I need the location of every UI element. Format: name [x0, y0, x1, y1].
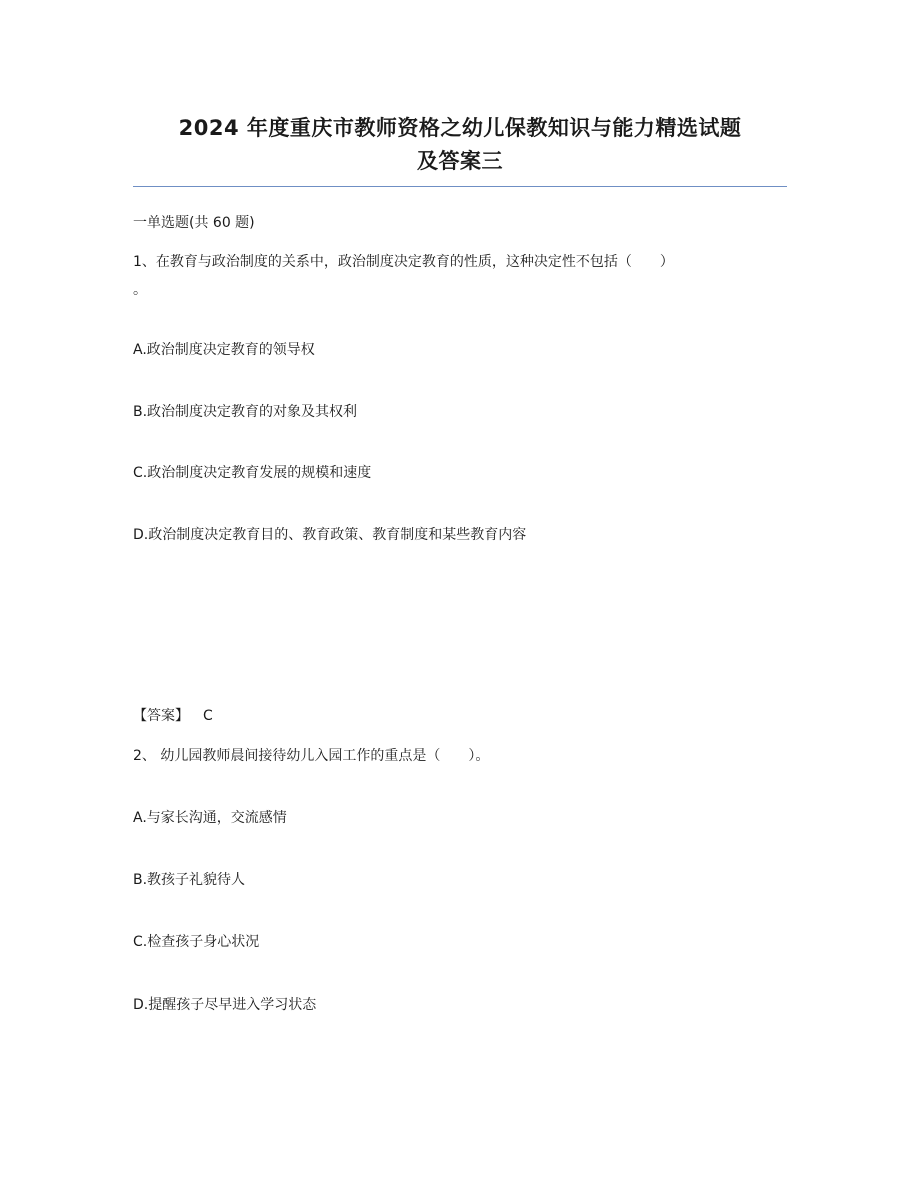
question-1-option-b: B.政治制度决定教育的对象及其权利 — [133, 404, 358, 420]
question-2-option-d: D.提醒孩子尽早进入学习状态 — [133, 997, 317, 1013]
question-1-stem: 1、在教育与政治制度的关系中，政治制度决定教育的性质，这种决定性不包括（ ） — [133, 254, 674, 270]
answer-value: C — [203, 708, 213, 724]
question-1-option-c: C.政治制度决定教育发展的规模和速度 — [133, 465, 372, 481]
question-1-stem-continuation: 。 — [133, 282, 147, 298]
document-title — [133, 112, 787, 178]
question-1-option-a: A.政治制度决定教育的领导权 — [133, 342, 315, 358]
question-2-option-a: A.与家长沟通，交流感情 — [133, 810, 287, 826]
title-underline — [133, 186, 787, 187]
question-1-answer — [133, 706, 213, 726]
answer-label: 【答案】 — [133, 708, 189, 724]
title-line-2: 及答案三 — [417, 149, 503, 173]
title-line-1: 2024 年度重庆市教师资格之幼儿保教知识与能力精选试题 — [178, 116, 742, 140]
section-label: 一单选题(共 60 题) — [133, 215, 255, 231]
question-2-option-c: C.检查孩子身心状况 — [133, 934, 260, 950]
question-2-stem: 2、 幼儿园教师晨间接待幼儿入园工作的重点是（ ）。 — [133, 748, 490, 764]
question-1-option-d: D.政治制度决定教育目的、教育政策、教育制度和某些教育内容 — [133, 527, 527, 543]
question-2-option-b: B.教孩子礼貌待人 — [133, 872, 246, 888]
